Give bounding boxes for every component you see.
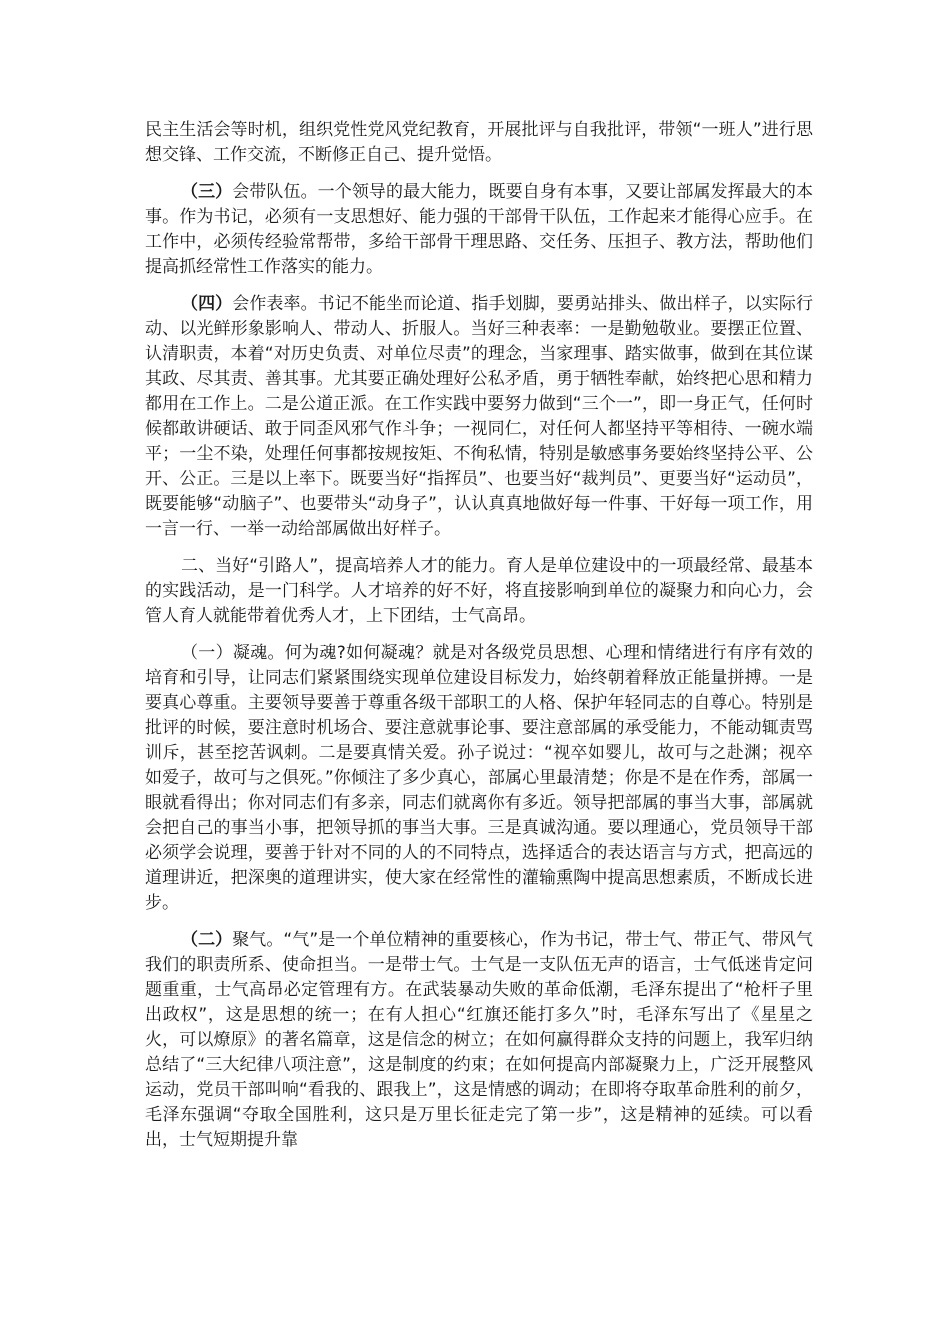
paragraph-1-text: 民主生活会等时机，组织党性党风党纪教育，开展批评与自我批评，带领“一班人”进行思想交锋、工作交流，不断修正自己、提升觉悟。 — [145, 120, 813, 165]
paragraph-1 — [145, 118, 813, 168]
paragraph-6 — [145, 928, 813, 1153]
paragraph-4 — [145, 554, 813, 629]
paragraph-5 — [145, 641, 813, 916]
section-3-marker: （三） — [181, 182, 233, 202]
paragraph-3 — [145, 292, 813, 542]
paragraph-4-text: 二、当好“引路人”，提高培养人才的能力。育人是单位建设中的一项最经常、最基本的实践活动，是一门科学。人才培养的好不好，将直接影响到单位的凝聚力和向心力，会管人育人就能带着优秀人才，上下团结，士气高昂。 — [145, 556, 813, 626]
paragraph-3-text: 会作表率。书记不能坐而论道、指手划脚，要勇站排头、做出样子，以实际行动、以光鲜形象影响人、带动人、折服人。当好三种表率：一是勤勉敬业。要摆正位置、认清职责，本着“对历史负责、对单位尽责”的理念，当家理事、踏实做事，做到在其位谋其政、尽其责、善其事。尤其要正确处理好公私矛盾，勇于牺牲奉献，始终把心思和精力都用在工作上。二是公道正派。在工作实践中要努力做到“三个一”，即一身正气，任何时候都敢讲硬话、敢于同歪风邪气作斗争；一视同仁，对任何人都坚持平等相待、一碗水端平；一尘不染，处理任何事都按规按矩、不徇私情，特别是敏感事务要始终坚持公平、公开、公正。三是以上率下。既要当好“指挥员”、也要当好“裁判员”、更要当好“运动员”，既要能够“动脑子”、也要带头“动身子”，认认真真地做好每一件事、干好每一项工作，用一言一行、一举一动给部属做出好样子。 — [145, 294, 813, 539]
section-2-marker: （二） — [181, 930, 233, 950]
document-page — [145, 118, 813, 1165]
paragraph-6-text: 聚气。“气”是一个单位精神的重要核心，作为书记，带士气、带正气、带风气我们的职责所系、使命担当。一是带士气。士气是一支队伍无声的语言，士气低迷肯定问题重重，士气高昂必定管理有方。在武装暴动失败的革命低潮，毛泽东提出了“枪杆子里出政权”，这是思想的统一；在有人担心“红旗还能打多久”时，毛泽东写出了《星星之火，可以燎原》的著名篇章，这是信念的树立；在如何赢得群众支持的问题上，我军归纳总结了“三大纪律八项注意”，这是制度的约束；在如何提高内部凝聚力上，广泛开展整风运动，党员干部叫响“看我的、跟我上”，这是情感的调动；在即将夺取革命胜利的前夕，毛泽东强调“夺取全国胜利，这只是万里长征走完了第一步”，这是精神的延续。可以看出，士气短期提升靠 — [145, 930, 813, 1150]
section-4-marker: （四） — [181, 294, 233, 314]
paragraph-2 — [145, 180, 813, 280]
paragraph-5-text: （一）凝魂。何为魂?如何凝魂？就是对各级党员思想、心理和情绪进行有序有效的培育和引导，让同志们紧紧围绕实现单位建设目标发力，始终朝着释放正能量拼搏。一是要真心尊重。主要领导要善于尊重各级干部职工的人格、保护年轻同志的自尊心。特别是批评的时候，要注意时机场合、要注意就事论事、要注意部属的承受能力，不能动辄责骂训斥，甚至挖苦讽刺。二是要真情关爱。孙子说过：“视卒如婴儿，故可与之赴渊；视卒如爱子，故可与之俱死。”你倾注了多少真心，部属心里最清楚；你是不是在作秀，部属一眼就看得出；你对同志们有多亲，同志们就离你有多近。领导把部属的事当大事，部属就会把自己的事当小事，把领导抓的事当大事。三是真诚沟通。要以理通心，党员领导干部必须学会说理，要善于针对不同的人的不同特点，选择适合的表达语言与方式，把高远的道理讲近，把深奥的道理讲实，使大家在经常性的灌输熏陶中提高思想素质，不断成长进步。 — [145, 643, 813, 913]
paragraph-2-text: 会带队伍。一个领导的最大能力，既要自身有本事，又要让部属发挥最大的本事。作为书记，必须有一支思想好、能力强的干部骨干队伍，工作起来才能得心应手。在工作中，必须传经验常帮带，多给干部骨干理思路、交任务、压担子、教方法，帮助他们提高抓经常性工作落实的能力。 — [145, 182, 813, 277]
